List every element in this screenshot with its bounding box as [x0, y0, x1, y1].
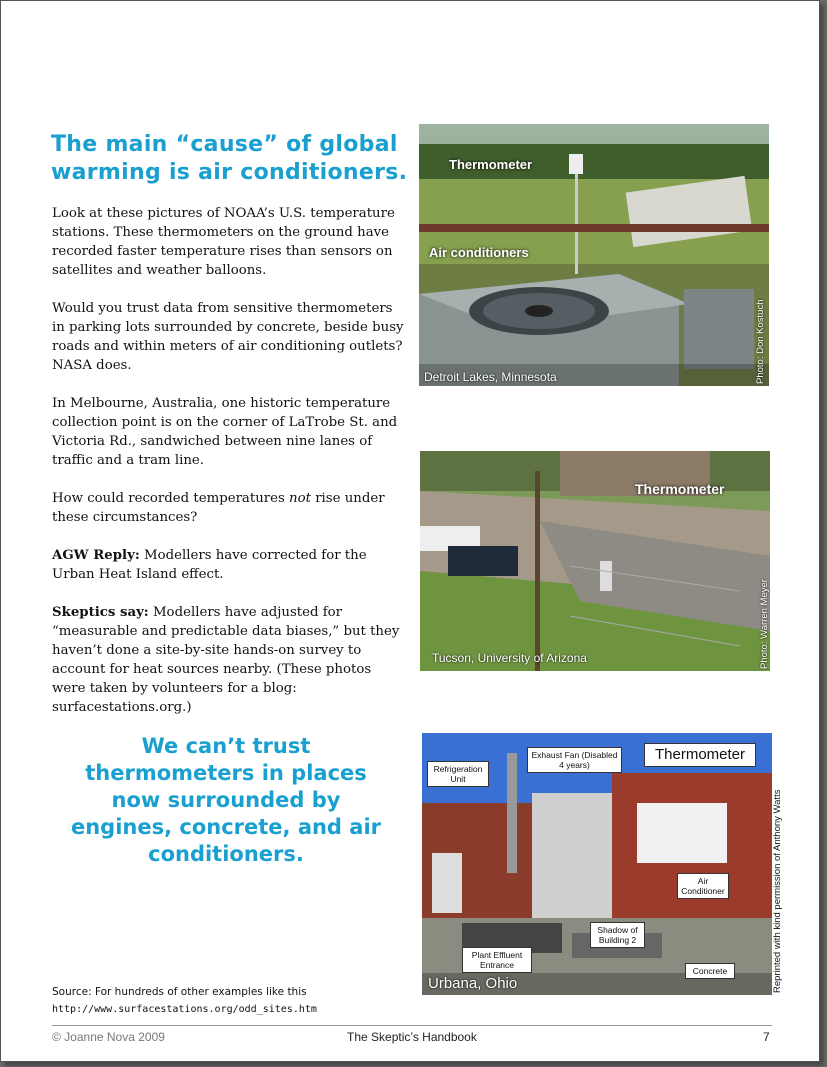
footer-page-number: 7 [763, 1030, 770, 1044]
plant-effluent-label: Plant Effluent Entrance [462, 947, 532, 973]
photo-urbana [422, 733, 772, 995]
photo2-thermometer-label: Thermometer [635, 481, 725, 497]
refrigeration-unit-label: Refrigeration Unit [427, 761, 489, 787]
body-text [52, 204, 404, 736]
paragraph-skeptics-say [52, 603, 404, 717]
footer-copyright: © Joanne Nova 2009 [52, 1030, 165, 1044]
pull-quote: We can’t trust thermometers in places now surrounded by engines, concrete, and air conditioners. [70, 734, 382, 866]
photo-detroit-lakes [419, 124, 769, 386]
footer-divider [52, 1025, 772, 1026]
photo-tucson [420, 451, 770, 671]
source-url: http://www.surfacestations.org/odd_sites.htm [52, 1004, 317, 1015]
photo3-credit: Reprinted with kind permission of Anthony Watts [772, 789, 783, 993]
photo1-thermometer-label: Thermometer [449, 157, 533, 172]
photo1-caption: Detroit Lakes, Minnesota [424, 370, 557, 384]
paragraph-question [52, 489, 404, 527]
page-headline: The main “cause” of global warming is air conditioners. [51, 132, 408, 185]
agw-reply-text: Modellers have corrected for the Urban Heat Island effect. [52, 548, 367, 582]
paragraph-agw-reply [52, 546, 404, 584]
photo3-caption: Urbana, Ohio [428, 975, 518, 992]
source-note [52, 983, 412, 1019]
paragraph-parking-lots: Would you trust data from sensitive thermometers in parking lots surrounded by concrete, beside busy roads and within meters of air conditioning outlets? NASA does. [52, 301, 404, 373]
photo1-credit: Photo: Don Kostuch [755, 299, 766, 384]
question-emphasis: not [289, 491, 311, 506]
paragraph-melbourne: In Melbourne, Australia, one historic temperature collection point is on the corner of LaTrobe St. and Victoria Rd., sandwiched between nine lanes of traffic and a tram line. [52, 396, 398, 468]
paragraph-noaa-stations: Look at these pictures of NOAA’s U.S. temperature stations. These thermometers on the ground have recorded faster temperature rises than sensors on satellites and weather balloons. [52, 206, 395, 278]
exhaust-fan-label: Exhaust Fan (Disabled 4 years) [527, 747, 622, 773]
photo2-caption: Tucson, University of Arizona [432, 651, 587, 665]
photo3-thermometer-label: Thermometer [644, 743, 756, 767]
photo1-air-conditioners-label: Air conditioners [429, 245, 529, 260]
skeptics-say-text: Modellers have adjusted for “measurable and predictable data biases,” but they haven’t done a site-by-site hands-on survey to account for heat sources nearby. (These photos were taken by volunteers for a blog: surfacestations.org.) [52, 605, 400, 715]
air-conditioner-label: Air Conditioner [677, 873, 729, 899]
skeptics-say-label: Skeptics say: [52, 605, 149, 620]
footer-book-title: The Skeptic’s Handbook [347, 1030, 477, 1044]
concrete-label: Concrete [685, 963, 735, 979]
photo2-credit: Photo: Warren Meyer [759, 579, 770, 669]
question-text-end: rise under these circumstances? [52, 491, 385, 525]
shadow-label: Shadow of Building 2 [590, 922, 645, 948]
question-text-start: How could recorded temperatures [52, 491, 290, 506]
agw-reply-label: AGW Reply: [52, 548, 140, 563]
source-line: Source: For hundreds of other examples like this [52, 986, 307, 998]
